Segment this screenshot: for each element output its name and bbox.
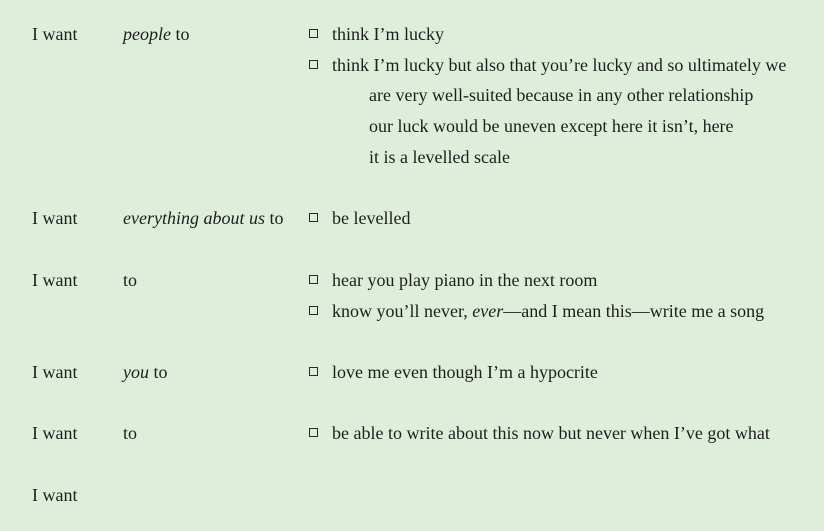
- subject-phrase: [123, 418, 137, 449]
- subject-phrase: [123, 203, 284, 234]
- option-line: hear you play piano in the next room: [332, 270, 598, 290]
- subject-to: to: [123, 270, 138, 290]
- option-line-continued: it is a levelled scale: [369, 146, 510, 167]
- subject-italic: people: [123, 24, 171, 44]
- option-list: [309, 357, 809, 388]
- i-want-label: I want: [32, 208, 78, 228]
- checkbox[interactable]: [309, 29, 318, 38]
- checkbox[interactable]: [309, 60, 318, 69]
- checkbox[interactable]: [309, 428, 318, 437]
- subject-phrase: [123, 19, 190, 50]
- subject-italic: you: [123, 362, 149, 382]
- option-item: [309, 357, 809, 388]
- option-line: be levelled: [332, 208, 411, 228]
- checkbox[interactable]: [309, 275, 318, 284]
- option-line: love me even though I’m a hypocrite: [332, 362, 598, 382]
- option-line-continued: are very well-suited because in any other relationship: [369, 85, 754, 106]
- subject-italic: everything about us: [123, 208, 265, 228]
- option-item: [309, 203, 809, 234]
- checkbox[interactable]: [309, 213, 318, 222]
- checkbox[interactable]: [309, 306, 318, 315]
- option-list: [309, 19, 809, 173]
- i-want-label: I want: [32, 485, 78, 505]
- option-line: think I’m lucky: [332, 24, 444, 44]
- checkbox[interactable]: [309, 367, 318, 376]
- option-text-pre: know you’ll never,: [332, 300, 473, 321]
- subject-phrase: [123, 357, 168, 388]
- option-list: [309, 418, 809, 449]
- i-want-label: I want: [32, 24, 78, 44]
- option-item: [309, 19, 809, 50]
- option-item: [309, 418, 809, 449]
- i-want-label: I want: [32, 362, 78, 382]
- subject-to: to: [264, 208, 284, 228]
- option-line: [332, 296, 809, 327]
- option-text-post: —and I mean this—write me a song: [503, 300, 765, 321]
- option-line: think I’m lucky but also that you’re lucky and so ultimately we: [332, 54, 787, 75]
- option-line: be able to write about this now but never when I’ve got what: [332, 423, 770, 443]
- option-line-continued: our luck would be uneven except here it isn’t, here: [369, 116, 734, 137]
- option-list: [309, 265, 809, 326]
- option-item: [309, 50, 809, 173]
- option-text-italic: ever: [472, 300, 504, 321]
- i-want-label: I want: [32, 270, 78, 290]
- i-want-label: I want: [32, 423, 78, 443]
- subject-to: to: [123, 423, 138, 443]
- option-list: [309, 203, 809, 234]
- subject-phrase: [123, 265, 137, 296]
- subject-to: to: [149, 362, 168, 382]
- option-item: [309, 296, 809, 327]
- option-item: [309, 265, 809, 296]
- subject-to: to: [170, 24, 190, 44]
